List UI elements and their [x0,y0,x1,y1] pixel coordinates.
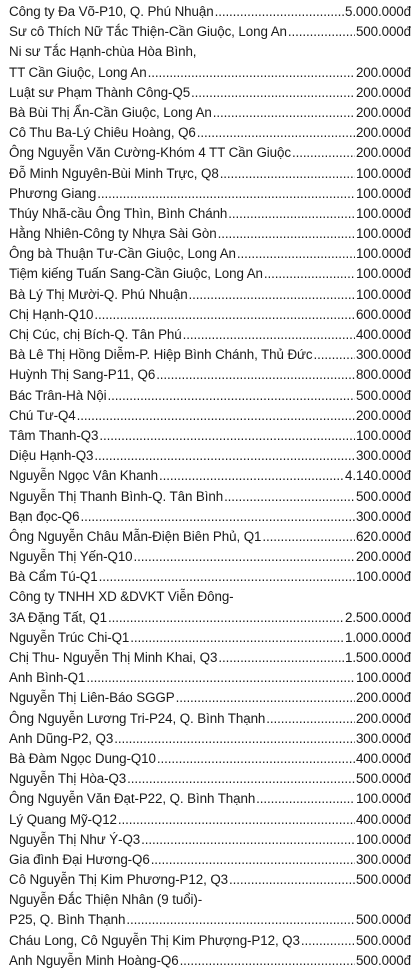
dot-leader [191,83,355,103]
donor-name: Nguyễn Thị Yến-Q10 [9,549,133,565]
donation-entry [9,830,411,850]
dot-leader [218,648,344,668]
donation-amount: 500.000đ [355,872,411,888]
dot-leader [130,628,344,648]
donation-amount: 500.000đ [355,912,411,928]
donation-entry [9,890,411,930]
donation-line [9,931,411,951]
donor-name: Công ty TNHH XD &DVKT Viễn Đông- [9,589,234,605]
donation-entry [9,365,411,385]
donation-line [9,769,411,789]
dot-leader [159,466,344,486]
donation-line [9,870,411,890]
dot-leader [183,325,355,345]
donation-line [9,527,411,547]
donation-entry [9,184,411,204]
dot-leader [151,850,355,870]
donation-amount: 100.000đ [355,246,411,262]
donation-entry [9,244,411,264]
donation-entry [9,850,411,870]
donation-amount: 200.000đ [355,125,411,141]
donation-entry [9,466,411,486]
donation-amount: 300.000đ [355,508,411,524]
donation-entry [9,547,411,567]
donor-name: Bà Lê Thị Hồng Diễm-P. Hiệp Bình Chánh, Thủ Đức [9,347,313,363]
donation-entry [9,769,411,789]
dot-leader [156,365,355,385]
donation-line [9,305,411,325]
dot-leader [256,789,355,809]
donation-entry [9,446,411,466]
donor-name: Hằng Nhiên-Công ty Nhựa Sài Gòn [9,226,217,242]
donation-line [9,789,411,809]
donation-entry [9,587,411,627]
donation-line [9,184,411,204]
dot-leader [237,244,355,264]
donation-entry [9,345,411,365]
donation-entry [9,83,411,103]
donation-amount: 200.000đ [355,407,411,423]
donation-amount: 100.000đ [355,266,411,282]
donation-amount: 100.000đ [355,569,411,585]
dot-leader [224,487,355,507]
donation-entry [9,224,411,244]
donor-name: Cô Nguyễn Thị Kim Phương-P12, Q3 [9,872,228,888]
donation-line [9,668,411,688]
donation-line [9,648,411,668]
donor-name: TT Cần Giuộc, Long An [9,64,147,80]
donation-line [9,688,411,708]
donation-amount: 100.000đ [355,205,411,221]
donor-name: Anh Bình-Q1 [9,670,86,686]
donation-line [9,325,411,345]
donation-amount: 600.000đ [355,306,411,322]
donor-name: Bạn đọc-Q6 [9,508,80,524]
dot-leader [126,910,355,930]
donation-entry [9,810,411,830]
donation-entry [9,305,411,325]
dot-leader [134,547,355,567]
donor-name: Sư cô Thích Nữ Tắc Thiện-Cần Giuộc, Long An [9,24,287,40]
dot-leader [288,22,355,42]
donation-entry [9,628,411,648]
donation-line [9,850,411,870]
donation-amount: 200.000đ [355,145,411,161]
dot-leader [314,345,355,365]
donor-name: Nguyễn Trúc Chi-Q1 [9,629,130,645]
donation-amount: 1.500.000đ [344,650,411,665]
donation-line [9,224,411,244]
donor-name: Cháu Long, Cô Nguyễn Thị Kim Phượng-P12, Q3 [9,932,300,948]
donation-entry [9,325,411,345]
dot-leader [97,184,355,204]
donation-amount: 100.000đ [355,427,411,443]
dot-leader [266,709,355,729]
donation-entry [9,487,411,507]
donor-name: Tâm Thanh-Q3 [9,427,99,443]
donation-entry [9,931,411,951]
donation-amount: 200.000đ [355,84,411,100]
donation-line [9,507,411,527]
donation-line [9,386,411,406]
donation-entry [9,406,411,426]
donation-line [9,587,411,607]
donor-name: Ông Nguyễn Văn Cường-Khóm 4 TT Cần Giuộc [9,145,291,161]
donation-entry [9,386,411,406]
donation-line [9,628,411,648]
donation-line [9,547,411,567]
donor-name: Ông bà Thuận Tư-Cần Giuộc, Long An [9,246,236,262]
dot-leader [77,406,355,426]
donation-amount: 100.000đ [355,185,411,201]
donor-name: Luật sư Phạm Thành Công-Q5 [9,84,191,100]
donation-entry [9,285,411,305]
donation-line [9,406,411,426]
donation-entry [9,789,411,809]
donation-entry [9,103,411,123]
donor-name: Công ty Đa Võ-P10, Q. Phú Nhuận [9,4,214,19]
donation-line [9,42,411,62]
donation-amount: 2.500.000đ [344,609,411,625]
donor-name: Chú Tư-Q4 [9,407,76,423]
donor-name: Ông Nguyễn Châu Mẫn-Điện Biên Phủ, Q1 [9,528,262,544]
donation-line [9,143,411,163]
donation-line [9,951,411,971]
donation-amount: 400.000đ [355,811,411,827]
donation-entry [9,749,411,769]
donation-entry [9,951,411,971]
dot-leader [127,769,355,789]
dot-leader [108,608,344,628]
donation-line [9,608,411,628]
dot-leader [176,688,355,708]
donor-name: Tiệm kiếng Tuấn Sang-Cần Giuộc, Long An [9,266,263,282]
donor-name: Bà Đàm Ngọc Dung-Q10 [9,750,156,766]
donation-entry [9,123,411,143]
donor-name: Nguyễn Thị Liên-Báo SGGP [9,690,175,706]
donor-name: Bà Lý Thị Mười-Q. Phú Nhuận [9,286,188,302]
donor-name: Huỳnh Thị Sang-P11, Q6 [9,367,156,383]
donation-entry [9,709,411,729]
donation-entry [9,264,411,284]
donation-amount: 500.000đ [355,932,411,948]
donation-line [9,830,411,850]
dot-leader [99,567,355,587]
donor-list [9,2,411,971]
donor-name: Ông Nguyễn Văn Đạt-P22, Q. Bình Thạnh [9,791,256,807]
donation-amount: 800.000đ [355,367,411,383]
donation-line [9,22,411,42]
donation-entry [9,870,411,890]
donation-line [9,2,411,22]
donor-name: Anh Nguyễn Minh Hoàng-Q6 [9,952,179,968]
donor-name: Cô Thu Ba-Lý Chiêu Hoàng, Q6 [9,125,196,141]
donor-name: Thúy Nhã-cầu Ông Thìn, Bình Chánh [9,205,228,221]
donation-amount: 620.000đ [355,528,411,544]
donation-line [9,63,411,83]
donation-amount: 500.000đ [355,387,411,403]
donation-line [9,83,411,103]
donation-amount: 200.000đ [355,549,411,565]
donation-entry [9,668,411,688]
donation-entry [9,648,411,668]
donation-entry [9,688,411,708]
donation-amount: 100.000đ [355,831,411,847]
donation-entry [9,567,411,587]
donation-entry [9,164,411,184]
donation-amount: 1.000.000đ [344,629,411,645]
dot-leader [213,103,355,123]
donation-amount: 400.000đ [355,750,411,766]
donation-amount: 200.000đ [355,104,411,120]
donor-name: Lý Quang Mỹ-Q12 [9,811,117,827]
donation-line [9,264,411,284]
donation-line [9,749,411,769]
donation-amount: 500.000đ [355,24,411,40]
dot-leader [218,224,355,244]
donation-entry [9,22,411,42]
donor-name: Ni sư Tắc Hạnh-chùa Hòa Bình, [9,44,197,60]
donation-line [9,810,411,830]
donor-name: Chị Cúc, chị Bích-Q. Tân Phú [9,327,182,342]
donation-amount: 100.000đ [355,286,411,302]
donation-amount: 100.000đ [355,165,411,181]
donation-entry [9,42,411,82]
donation-line [9,204,411,224]
donor-name: Diệu Hạnh-Q3 [9,448,94,464]
dot-leader [189,285,355,305]
dot-leader [118,810,355,830]
donor-name: P25, Q. Bình Thạnh [9,912,126,928]
dot-leader [99,426,355,446]
dot-leader [229,870,355,890]
donor-name: Bà Cẩm Tú-Q1 [9,569,98,585]
dot-leader [197,123,355,143]
donation-line [9,244,411,264]
donation-entry [9,527,411,547]
donor-name: Chị Thu- Nguyễn Thị Minh Khai, Q3 [9,650,218,665]
donor-name: Đỗ Minh Nguyên-Bùi Minh Trực, Q8 [9,165,219,181]
dot-leader [114,729,355,749]
dot-leader [301,931,355,951]
dot-leader [141,830,355,850]
dot-leader [264,264,355,284]
donor-name: Chị Hạnh-Q10 [9,306,94,322]
donor-name: Phương Giang [9,185,97,201]
donor-name: Nguyễn Đắc Thiện Nhân (9 tuổi)- [9,892,203,908]
dot-leader [157,749,355,769]
donation-line [9,729,411,749]
donor-name: Gia đình Đại Hương-Q6 [9,851,150,867]
donation-line [9,466,411,486]
donation-amount: 500.000đ [355,488,411,504]
dot-leader [292,143,355,163]
donation-line [9,567,411,587]
dot-leader [180,951,355,971]
donation-entry [9,2,411,22]
donation-amount: 500.000đ [355,952,411,968]
donation-amount: 300.000đ [355,851,411,867]
dot-leader [94,305,355,325]
donor-name: Anh Dũng-P2, Q3 [9,730,114,746]
donation-amount: 200.000đ [355,710,411,726]
donation-line [9,910,411,930]
dot-leader [107,386,354,406]
donation-amount: 200.000đ [355,690,411,706]
donation-entry [9,729,411,749]
donor-name: 3A Đặng Tất, Q1 [9,609,108,625]
donation-amount: 400.000đ [355,327,411,342]
donation-line [9,709,411,729]
donation-amount: 100.000đ [355,791,411,807]
donation-amount: 500.000đ [355,771,411,787]
donor-name: Nguyễn Thị Hòa-Q3 [9,771,127,787]
donation-amount: 4.140.000đ [344,468,411,484]
donor-name: Nguyễn Thị Như Ý-Q3 [9,831,141,847]
dot-leader [86,668,355,688]
donation-amount: 300.000đ [355,448,411,464]
donation-amount: 5.000.000đ [344,4,411,19]
donation-entry [9,507,411,527]
donation-amount: 300.000đ [355,730,411,746]
dot-leader [94,446,355,466]
dot-leader [262,527,355,547]
donor-name: Bà Bùi Thị Ẩn-Cần Giuộc, Long An [9,104,212,120]
donor-name: Ông Nguyễn Lương Tri-P24, Q. Bình Thạnh [9,710,266,726]
donation-line [9,164,411,184]
donation-entry [9,143,411,163]
donation-line [9,426,411,446]
dot-leader [220,164,355,184]
donation-line [9,285,411,305]
dot-leader [228,204,355,224]
donation-amount: 100.000đ [355,670,411,686]
donation-line [9,345,411,365]
donation-line [9,890,411,910]
donation-line [9,103,411,123]
donor-name: Nguyễn Thị Thanh Bình-Q. Tân Bình [9,488,224,504]
donation-entry [9,204,411,224]
donation-entry [9,426,411,446]
dot-leader [80,507,354,527]
donation-amount: 300.000đ [355,347,411,363]
donation-line [9,365,411,385]
dot-leader [215,2,344,22]
donation-amount: 200.000đ [355,64,411,80]
donor-name: Bác Trân-Hà Nội [9,387,107,403]
donation-line [9,446,411,466]
donor-name: Nguyễn Ngọc Vân Khanh [9,468,159,484]
donation-amount: 100.000đ [355,226,411,242]
donation-line [9,487,411,507]
dot-leader [148,63,355,83]
donation-line [9,123,411,143]
